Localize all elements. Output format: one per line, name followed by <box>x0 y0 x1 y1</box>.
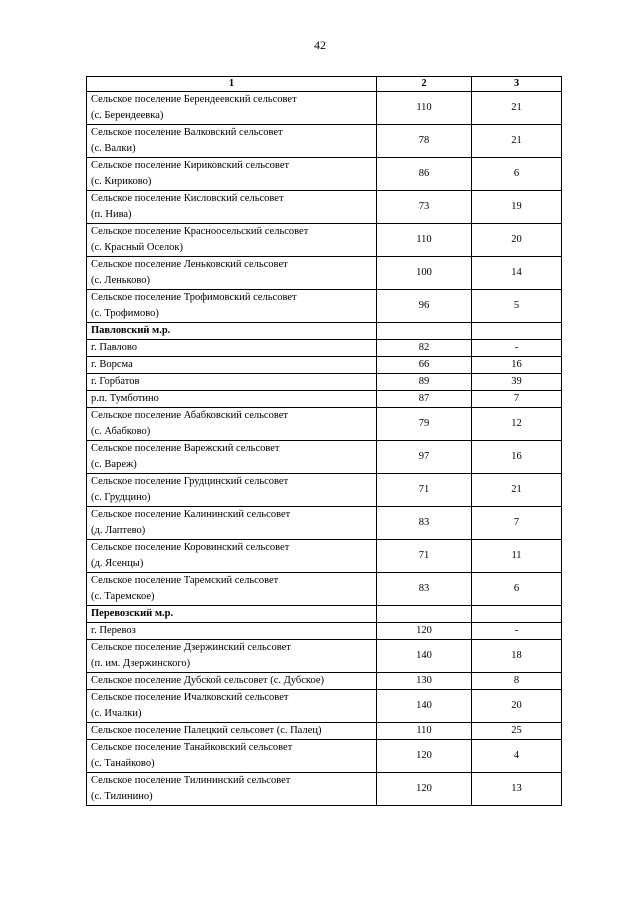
value-col-2: 110 <box>377 92 472 125</box>
settlement-name <box>87 92 377 125</box>
value-col-3: 25 <box>472 723 562 740</box>
value-col-3: 11 <box>472 540 562 573</box>
settlement-name <box>87 507 377 540</box>
value-col-2: 79 <box>377 408 472 441</box>
settlement-name <box>87 540 377 573</box>
value-col-2: 110 <box>377 723 472 740</box>
name-line: Сельское поселение Красноосельский сельсовет <box>91 226 309 237</box>
table-row <box>87 408 562 441</box>
table-row <box>87 573 562 606</box>
value-col-2: 120 <box>377 740 472 773</box>
value-col-2: 87 <box>377 391 472 408</box>
settlement-name <box>87 391 377 408</box>
value-col-3: - <box>472 623 562 640</box>
table-row <box>87 507 562 540</box>
value-col-3 <box>472 323 562 340</box>
settlement-name <box>87 224 377 257</box>
table-row <box>87 740 562 773</box>
value-col-2 <box>377 323 472 340</box>
value-col-3: 6 <box>472 573 562 606</box>
data-table <box>86 76 562 806</box>
name-line: (с. Ичалки) <box>91 708 142 719</box>
table-row <box>87 673 562 690</box>
value-col-2: 71 <box>377 540 472 573</box>
name-line: (с. Красный Оселок) <box>91 242 184 253</box>
name-line: Сельское поселение Кисловский сельсовет <box>91 193 284 204</box>
value-col-3: 13 <box>472 773 562 806</box>
value-col-3: 6 <box>472 158 562 191</box>
settlement-name <box>87 340 377 357</box>
table-row <box>87 224 562 257</box>
name-line: (с. Валки) <box>91 143 136 154</box>
name-line: Сельское поселение Варежский сельсовет <box>91 443 280 454</box>
value-col-3: 4 <box>472 740 562 773</box>
name-line: Сельское поселение Трофимовский сельсовет <box>91 292 297 303</box>
name-line: Сельское поселение Дубской сельсовет (с. Дубское) <box>91 675 324 686</box>
value-col-2: 83 <box>377 573 472 606</box>
value-col-2: 89 <box>377 374 472 391</box>
name-line: Сельское поселение Тилининский сельсовет <box>91 775 291 786</box>
name-line: (п. им. Дзержинского) <box>91 658 191 669</box>
name-line: Сельское поселение Коровинский сельсовет <box>91 542 290 553</box>
name-line: (с. Танайково) <box>91 758 155 769</box>
table-row <box>87 690 562 723</box>
value-col-3: 21 <box>472 474 562 507</box>
table-row <box>87 125 562 158</box>
value-col-2: 100 <box>377 257 472 290</box>
table-row <box>87 340 562 357</box>
value-col-3: 19 <box>472 191 562 224</box>
settlement-name <box>87 573 377 606</box>
table-row <box>87 374 562 391</box>
value-col-2: 71 <box>377 474 472 507</box>
name-line: Сельское поселение Абабковский сельсовет <box>91 410 288 421</box>
table-row <box>87 723 562 740</box>
value-col-2 <box>377 606 472 623</box>
value-col-2: 120 <box>377 623 472 640</box>
table-row <box>87 357 562 374</box>
settlement-name <box>87 290 377 323</box>
settlement-name <box>87 740 377 773</box>
value-col-3: 21 <box>472 92 562 125</box>
value-col-2: 120 <box>377 773 472 806</box>
name-line: (с. Трофимово) <box>91 308 159 319</box>
table-row <box>87 640 562 673</box>
table-row <box>87 290 562 323</box>
name-line: Сельское поселение Ичалковский сельсовет <box>91 692 289 703</box>
value-col-3: 14 <box>472 257 562 290</box>
value-col-2: 96 <box>377 290 472 323</box>
name-line: (с. Грудцино) <box>91 492 151 503</box>
name-line: (с. Тилинино) <box>91 791 153 802</box>
value-col-2: 97 <box>377 441 472 474</box>
name-line: Сельское поселение Валковский сельсовет <box>91 127 283 138</box>
name-line: Сельское поселение Калининский сельсовет <box>91 509 291 520</box>
value-col-3: - <box>472 340 562 357</box>
table-row <box>87 773 562 806</box>
value-col-2: 86 <box>377 158 472 191</box>
table-row <box>87 158 562 191</box>
value-col-2: 82 <box>377 340 472 357</box>
table-row <box>87 391 562 408</box>
table-row <box>87 623 562 640</box>
name-line: (с. Берендеевка) <box>91 110 164 121</box>
page-number: 42 <box>314 38 326 52</box>
settlement-name <box>87 357 377 374</box>
value-col-3: 39 <box>472 374 562 391</box>
settlement-name <box>87 191 377 224</box>
name-line: Сельское поселение Таремский сельсовет <box>91 575 279 586</box>
value-col-3: 7 <box>472 391 562 408</box>
name-line: (п. Нива) <box>91 209 132 220</box>
name-line: Павловский м.р. <box>91 325 171 336</box>
settlement-name <box>87 125 377 158</box>
settlement-name <box>87 623 377 640</box>
value-col-2: 78 <box>377 125 472 158</box>
group-row <box>87 606 562 623</box>
name-line: (д. Ясенцы) <box>91 558 144 569</box>
settlement-name <box>87 408 377 441</box>
settlement-name <box>87 474 377 507</box>
table-row <box>87 92 562 125</box>
value-col-3: 16 <box>472 357 562 374</box>
name-line: (с. Абабково) <box>91 426 151 437</box>
settlement-name <box>87 640 377 673</box>
name-line: (с. Таремское) <box>91 591 155 602</box>
table-row <box>87 257 562 290</box>
name-line: (с. Леньково) <box>91 275 150 286</box>
value-col-3: 5 <box>472 290 562 323</box>
value-col-2: 110 <box>377 224 472 257</box>
name-line: р.п. Тумботино <box>91 393 159 404</box>
settlement-name <box>87 673 377 690</box>
value-col-2: 140 <box>377 690 472 723</box>
group-row <box>87 323 562 340</box>
value-col-3: 12 <box>472 408 562 441</box>
value-col-2: 140 <box>377 640 472 673</box>
name-line: (с. Кириково) <box>91 176 152 187</box>
value-col-3: 16 <box>472 441 562 474</box>
table-row <box>87 474 562 507</box>
value-col-2: 73 <box>377 191 472 224</box>
settlement-name <box>87 158 377 191</box>
settlement-name <box>87 690 377 723</box>
name-line: Сельское поселение Берендеевский сельсовет <box>91 94 297 105</box>
district-name <box>87 606 377 623</box>
settlement-name <box>87 441 377 474</box>
column-header-3: 3 <box>472 77 562 92</box>
table-body <box>87 92 562 806</box>
value-col-3: 21 <box>472 125 562 158</box>
value-col-3: 7 <box>472 507 562 540</box>
value-col-2: 66 <box>377 357 472 374</box>
name-line: г. Перевоз <box>91 625 136 636</box>
name-line: Сельское поселение Кириковский сельсовет <box>91 160 290 171</box>
table-row <box>87 441 562 474</box>
column-header-2: 2 <box>377 77 472 92</box>
value-col-3 <box>472 606 562 623</box>
name-line: г. Павлово <box>91 342 138 353</box>
name-line: Сельское поселение Палецкий сельсовет (с. Палец) <box>91 725 322 736</box>
value-col-2: 130 <box>377 673 472 690</box>
settlement-name <box>87 773 377 806</box>
table-row <box>87 540 562 573</box>
name-line: (с. Вареж) <box>91 459 137 470</box>
settlement-name <box>87 374 377 391</box>
name-line: Сельское поселение Леньковский сельсовет <box>91 259 288 270</box>
name-line: Сельское поселение Грудцинский сельсовет <box>91 476 289 487</box>
table-header-row <box>87 77 562 92</box>
name-line: г. Горбатов <box>91 376 140 387</box>
table-row <box>87 191 562 224</box>
value-col-3: 8 <box>472 673 562 690</box>
settlement-name <box>87 257 377 290</box>
value-col-2: 83 <box>377 507 472 540</box>
value-col-3: 18 <box>472 640 562 673</box>
column-header-1: 1 <box>87 77 377 92</box>
name-line: Сельское поселение Дзержинский сельсовет <box>91 642 291 653</box>
name-line: г. Ворсма <box>91 359 133 370</box>
name-line: Сельское поселение Танайковский сельсовет <box>91 742 293 753</box>
name-line: Перевозский м.р. <box>91 608 174 619</box>
district-name <box>87 323 377 340</box>
value-col-3: 20 <box>472 690 562 723</box>
name-line: (д. Лаптево) <box>91 525 146 536</box>
value-col-3: 20 <box>472 224 562 257</box>
settlement-name <box>87 723 377 740</box>
